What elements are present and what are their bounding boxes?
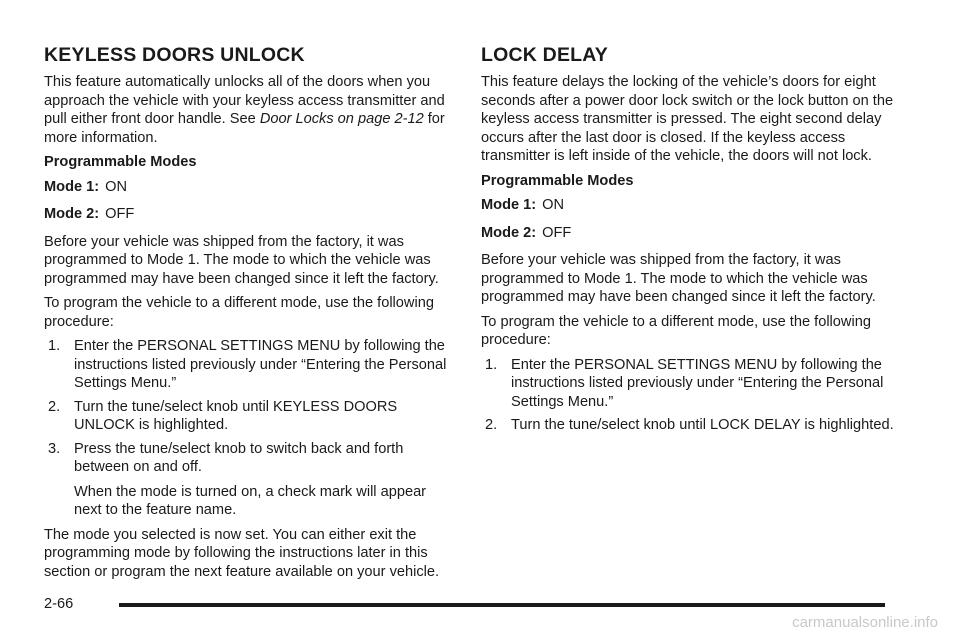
step-text: Enter the PERSONAL SETTINGS MENU by following the instructions listed previously under “Entering the Personal Settings Menu.”	[511, 356, 884, 410]
procedure-steps	[44, 337, 454, 477]
step-text: Turn the tune/select knob until LOCK DELAY is highlighted.	[511, 417, 894, 433]
intro-paragraph	[44, 73, 454, 147]
step-item	[44, 440, 454, 477]
mode-2-value: OFF	[542, 224, 572, 241]
step-item	[44, 337, 454, 393]
intro-text: This feature automatically unlocks all of the doors when you approach the vehicle with your keyless access transmitter and pull either front door handle. See	[44, 74, 445, 127]
page-number: 2-66	[44, 596, 74, 612]
mode-1-line	[44, 178, 454, 197]
step-number: 1.	[48, 338, 61, 354]
step-number: 1.	[485, 356, 498, 373]
step-text: Press the tune/select knob to switch back and forth between on and off.	[74, 440, 404, 475]
mode-1-line	[481, 196, 901, 215]
step-note: When the mode is turned on, a check mark will appear next to the feature name.	[74, 483, 427, 518]
intro-text-end: for more information.	[44, 111, 445, 146]
step-item	[481, 416, 901, 435]
procedure-intro: To program the vehicle to a different mode, use the following procedure:	[44, 295, 434, 330]
section-heading-keyless-doors-unlock: KEYLESS DOORS UNLOCK	[44, 44, 305, 66]
modes-heading: Programmable Modes	[44, 154, 197, 170]
mode-2-label: Mode 2:	[44, 206, 100, 222]
step-number: 2.	[48, 398, 61, 415]
step-number: 3.	[48, 440, 61, 457]
mode-2-label: Mode 2:	[481, 224, 537, 241]
watermark: carmanualsonline.info	[792, 614, 938, 631]
mode-1-value: ON	[105, 178, 128, 195]
step-item	[44, 398, 454, 435]
intro-paragraph: This feature delays the locking of the vehicle’s doors for eight seconds after a power door lock switch or the lock button on the keyless access transmitter is pressed. The eight second delay occurs after the last door is closed. If the keyless access transmitter is left inside of the vehicle, the doors will not lock.	[481, 74, 894, 164]
step-text: Enter the PERSONAL SETTINGS MENU by following the instructions listed previously under “Entering the Personal Settings Menu.”	[74, 338, 447, 391]
right-column	[481, 44, 901, 441]
step-number: 2.	[485, 417, 498, 433]
section-heading-lock-delay: LOCK DELAY	[481, 44, 608, 66]
procedure-intro: To program the vehicle to a different mode, use the following procedure:	[481, 313, 871, 348]
mode-1-label: Mode 1:	[481, 197, 537, 213]
shipped-paragraph: Before your vehicle was shipped from the factory, it was programmed to Mode 1. The mode to which the vehicle was programmed may have been changed since it left the factory.	[481, 252, 876, 305]
step-item	[481, 356, 901, 412]
left-column	[44, 44, 454, 587]
step-text: Turn the tune/select knob until KEYLESS DOORS UNLOCK is highlighted.	[74, 398, 398, 433]
mode-2-value: OFF	[105, 206, 135, 222]
footer-rule	[119, 603, 885, 607]
cross-reference-link[interactable]: Door Locks on page 2-12	[259, 111, 424, 127]
mode-1-value: ON	[542, 197, 565, 213]
modes-heading: Programmable Modes	[481, 172, 634, 189]
mode-2-line	[44, 205, 454, 224]
mode-1-label: Mode 1:	[44, 178, 100, 195]
shipped-paragraph: Before your vehicle was shipped from the factory, it was programmed to Mode 1. The mode to which the vehicle was programmed may have been changed since it left the factory.	[44, 233, 439, 287]
mode-2-line	[481, 224, 901, 243]
closing-paragraph: The mode you selected is now set. You can either exit the programming mode by following the instructions later in this section or program the next feature available on your vehicle.	[44, 526, 440, 580]
procedure-steps	[481, 356, 901, 435]
